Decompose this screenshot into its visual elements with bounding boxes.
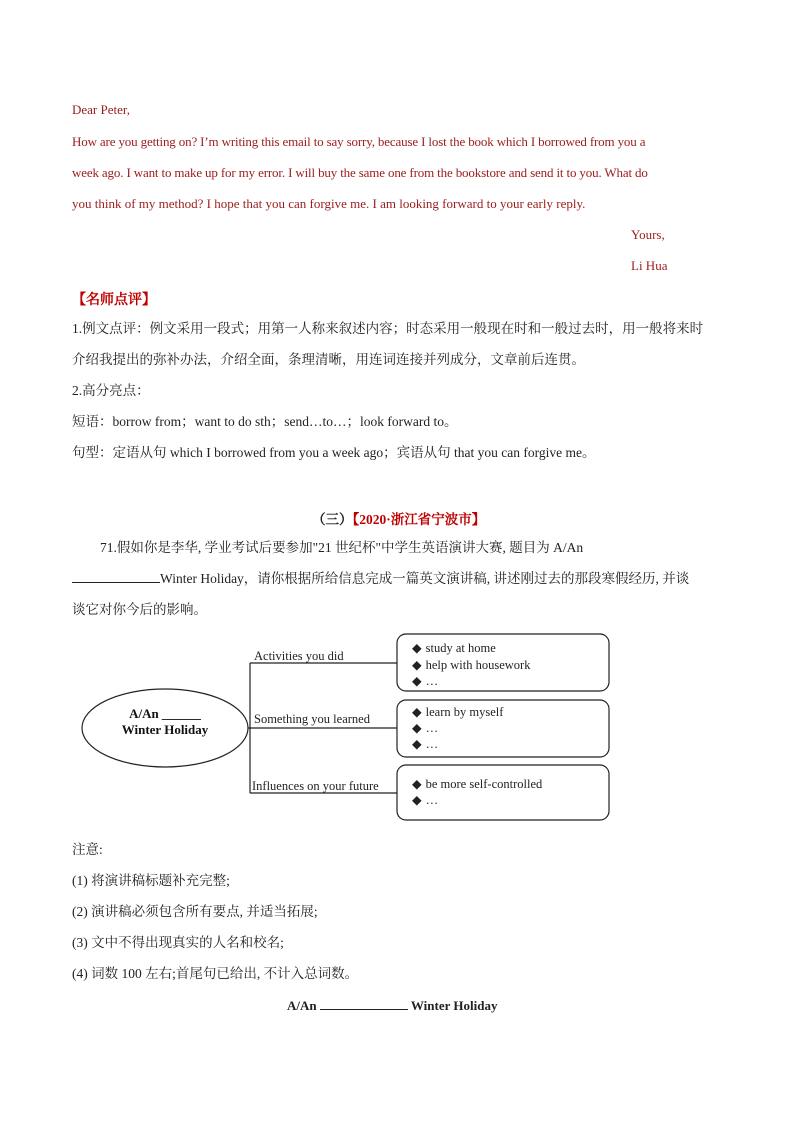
review-point1-line2: 介绍我提出的弥补办法，介绍全面，条理清晰，用连词连接并列成分，文章前后连贯。 xyxy=(72,352,585,367)
bullet-item: ◆ … xyxy=(412,721,439,735)
branch-label-activities: Activities you did xyxy=(254,649,344,663)
prompt-line3: 谈它对你今后的影响。 xyxy=(72,602,207,617)
review-sentences: 句型：定语从句 which I borrowed from you a week ago；宾语从句 that you can forgive me。 xyxy=(72,445,596,460)
review-phrases: 短语：borrow from；want to do sth；send…to…；look forward to。 xyxy=(72,414,458,429)
bullet-item: ◆ learn by myself xyxy=(412,705,504,719)
letter-line: you think of my method? I hope that you can forgive me. I am looking forward to your early reply. xyxy=(72,196,586,211)
letter-signature: Li Hua xyxy=(631,258,668,273)
answer-title-suffix: Winter Holiday xyxy=(410,998,498,1013)
bullet-item: ◆ be more self-controlled xyxy=(412,777,543,791)
bullet-item: ◆ study at home xyxy=(412,641,496,655)
answer-title-prefix: A/An xyxy=(287,998,317,1013)
note-item: (4) 词数 100 左右;首尾句已给出, 不计入总词数。 xyxy=(72,966,359,981)
bullet-item: ◆ help with housework xyxy=(412,658,531,672)
branch-label-learned: Something you learned xyxy=(254,712,370,726)
review-point2: 2.高分亮点： xyxy=(72,383,150,398)
letter-greeting: Dear Peter, xyxy=(72,102,130,117)
section-title-prefix: （三） xyxy=(312,512,353,527)
branch-label-influences: Influences on your future xyxy=(252,779,379,793)
letter-line: How are you getting on? I’m writing this email to say sorry, because I lost the book which I borrowed from you a xyxy=(72,134,646,149)
note-item: (1) 将演讲稿标题补充完整; xyxy=(72,873,230,888)
letter-line: week ago. I want to make up for my error. I will buy the same one from the bookstore and send it to you. What do xyxy=(72,165,648,180)
answer-title xyxy=(287,998,497,1014)
prompt-line2 xyxy=(72,571,689,587)
note-item: (2) 演讲稿必须包含所有要点, 并适当拓展; xyxy=(72,904,318,919)
prompt-line1: 71.假如你是李华, 学业考试后要参加"21 世纪杯"中学生英语演讲大赛, 题目为 A/An xyxy=(100,540,584,555)
review-point1-line1: 1.例文点评：例文采用一段式；用第一人称来叙述内容；时态采用一般现在时和一般过去时，用一般将来时 xyxy=(72,321,704,336)
center-title-line1: A/An ______ xyxy=(129,706,201,721)
notes-header: 注意: xyxy=(72,842,103,857)
review-header: 【名师点评】 xyxy=(72,293,156,308)
bullet-item: ◆ … xyxy=(412,737,439,751)
section-title xyxy=(312,508,485,528)
center-title-line2: Winter Holiday xyxy=(121,722,209,737)
title-blank xyxy=(72,582,160,583)
bullet-item: ◆ … xyxy=(412,793,439,807)
prompt-line2-text: Winter Holiday，请你根据所给信息完成一篇英文演讲稿, 讲述刚过去的那段寒假经历, 并谈 xyxy=(160,571,690,586)
answer-title-blank[interactable] xyxy=(320,1009,408,1010)
mind-map-diagram xyxy=(80,632,620,824)
letter-closing: Yours, xyxy=(631,227,665,242)
bullet-item: ◆ … xyxy=(412,674,439,688)
section-title-source: 【2020·浙江省宁波市】 xyxy=(352,512,486,527)
note-item: (3) 文中不得出现真实的人名和校名; xyxy=(72,935,284,950)
